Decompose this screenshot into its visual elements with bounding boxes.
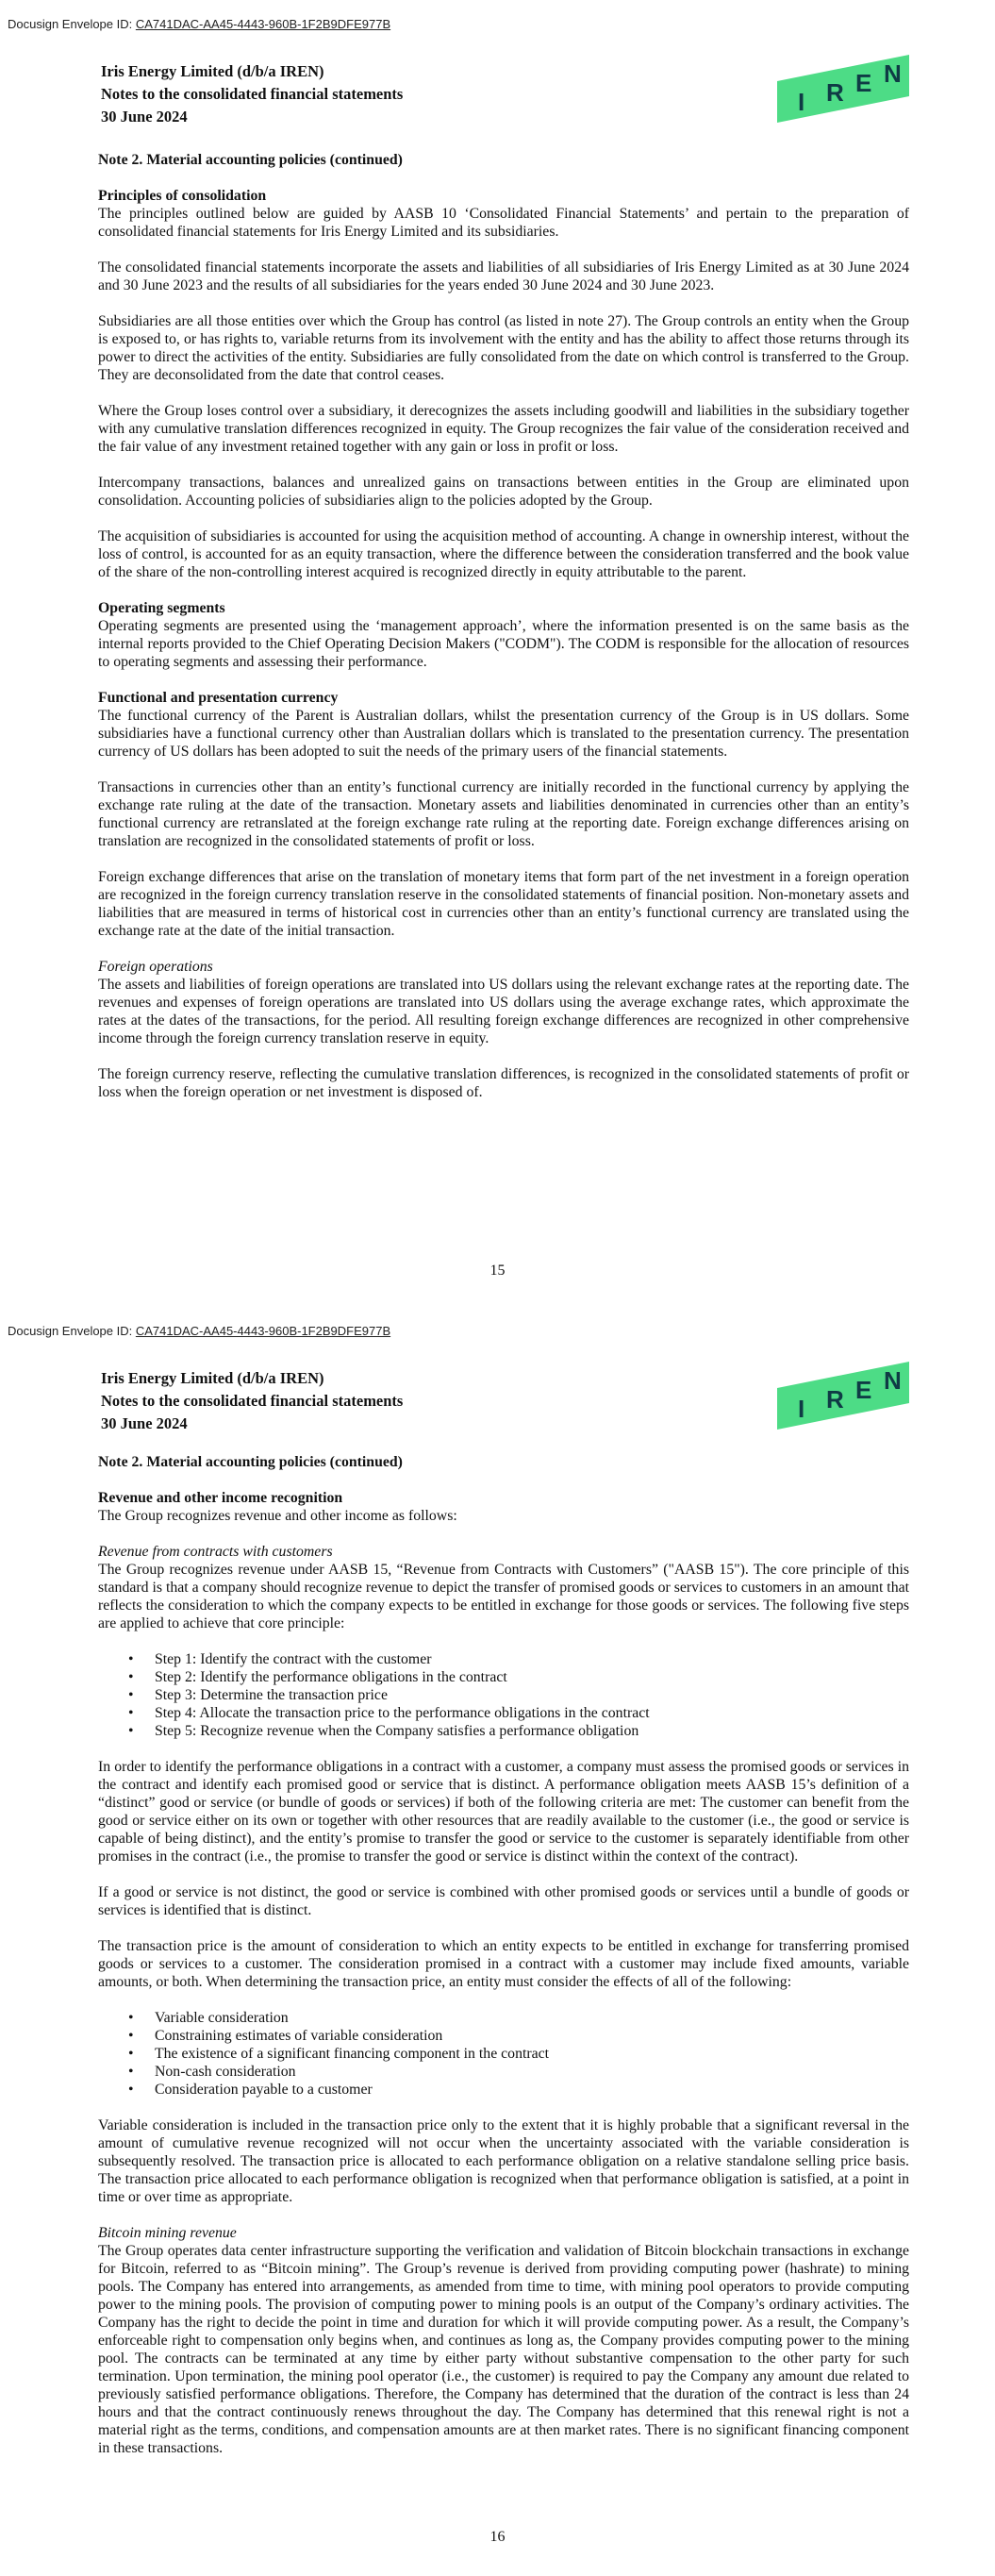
note-title: Note 2. Material accounting policies (continued): [98, 152, 403, 168]
logo-letter: I: [798, 88, 805, 116]
list-item: • Step 2: Identify the performance obligations in the contract: [155, 1668, 909, 1686]
list-item: • Consideration payable to a customer: [155, 2081, 909, 2099]
envelope-id-link[interactable]: CA741DAC-AA45-4443-960B-1F2B9DFE977B: [135, 17, 391, 31]
paragraph: Foreign exchange differences that arise on the translation of monetary items that form part of the net investment in a foreign operation are recognized in the foreign currency translation reserve in the consolidated statements of financial position. Non-monetary assets and liabilities that are measured in terms of historical cost in currencies other than an entity’s functional currency are translated using the exchange rate at the date of the initial transaction.: [98, 869, 909, 939]
paragraph: Subsidiaries are all those entities over which the Group has control (as listed in note 27). The Group controls an entity when the Group is exposed to, or has rights to, variable returns from its involvement with the entity and has the ability to affect those returns through its power to direct the activities of the entity. Subsidiaries are fully consolidated from the date on which control is transferred to the Group. They are deconsolidated from the date that control ceases.: [98, 313, 909, 383]
logo-letter: E: [855, 69, 872, 97]
paragraph: Transactions in currencies other than an entity’s functional currency are initially recorded in the functional currency by applying the exchange rate ruling at the date of the transaction. Monetary assets and liabilities denominated in currencies other than an entity’s functional currency are retranslated at the foreign exchange rate ruling at the reporting date. Foreign exchange differences arising on translation are recognized in the consolidated statements of profit or loss.: [98, 779, 909, 849]
subsection-heading: Bitcoin mining revenue: [98, 2225, 237, 2241]
subsection-heading: Foreign operations: [98, 959, 213, 975]
paragraph: Operating segments are presented using the ‘management approach’, where the information presented is on the same basis as the internal reports provided to the Chief Operating Decision Makers ("CODM"). The CODM is responsible for the allocation of resources to operating segments and assessing their performance.: [98, 618, 909, 670]
logo-letter: I: [798, 1395, 805, 1423]
iren-logo: [777, 55, 909, 123]
list-item: • Step 4: Allocate the transaction price to the performance obligations in the contract: [155, 1704, 909, 1722]
logo-letter: R: [826, 1385, 844, 1413]
document-header: [101, 60, 403, 128]
logo-letter: R: [826, 78, 844, 107]
logo-letter: N: [884, 1366, 902, 1395]
list-item: • Constraining estimates of variable consideration: [155, 2027, 909, 2045]
paragraph: If a good or service is not distinct, the good or service is combined with other promised goods or services until a bundle of goods or services is identified that is distinct.: [98, 1884, 909, 1918]
document-header: [101, 1367, 403, 1435]
paragraph: The foreign currency reserve, reflecting the cumulative translation differences, is recognized in the consolidated statements of profit or loss when the foreign operation or net investment is disposed of.: [98, 1066, 909, 1100]
envelope-id-link[interactable]: CA741DAC-AA45-4443-960B-1F2B9DFE977B: [135, 1324, 391, 1338]
list-item: • Step 3: Determine the transaction price: [155, 1686, 909, 1704]
paragraph: In order to identify the performance obligations in a contract with a customer, a company must assess the promised goods or services in the contract and identify each promised good or service that is distinct. A performance obligation meets AASB 15’s definition of a “distinct” good or service (or bundle of goods or services) if both of the following criteria are met: The customer can benefit from the good or service either on its own or together with other resources that are readily available to the customer (i.e., the good or service is capable of being distinct), and the entity’s promise to transfer the good or service to the customer is separately identifiable from other promises in the contract (i.e., the promise to transfer the good or service is distinct within the context of the contract).: [98, 1759, 909, 1865]
paragraph: The assets and liabilities of foreign operations are translated into US dollars using the relevant exchange rates at the reporting date. The revenues and expenses of foreign operations are translated into US dollars using the average exchange rates, which approximate the rates at the dates of the transactions, for the period. All resulting foreign exchange differences are recognized in other comprehensive income through the foreign currency translation reserve in equity.: [98, 977, 909, 1046]
paragraph: The acquisition of subsidiaries is accounted for using the acquisition method of accounting. A change in ownership interest, without the loss of control, is accounted for as an equity transaction, where the difference between the consideration transferred and the book value of the share of the non-controlling interest acquired is recognized directly in equity attributable to the parent.: [98, 528, 909, 580]
header-subtitle: Notes to the consolidated financial statements: [101, 85, 404, 103]
header-subtitle: Notes to the consolidated financial statements: [101, 1392, 404, 1410]
header-date: 30 June 2024: [101, 108, 188, 125]
note-title: Note 2. Material accounting policies (continued): [98, 1454, 403, 1470]
paragraph: The Group recognizes revenue and other income as follows:: [98, 1508, 457, 1524]
section-heading: Operating segments: [98, 600, 225, 616]
subsection-heading: Revenue from contracts with customers: [98, 1544, 333, 1560]
list-item: • Step 5: Recognize revenue when the Company satisfies a performance obligation: [155, 1722, 909, 1740]
paragraph: Variable consideration is included in the transaction price only to the extent that it is highly probable that a significant reversal in the amount of cumulative revenue recognized will not occur when the uncertainty associated with the variable consideration is subsequently resolved. The transaction price is allocated to each performance obligation on a relative standalone selling price basis. The transaction price allocated to each performance obligation is recognized when that performance obligation is satisfied, at a point in time or over time as appropriate.: [98, 2117, 909, 2205]
iren-logo: [777, 1362, 909, 1430]
company-name: Iris Energy Limited (d/b/a IREN): [101, 1369, 324, 1387]
paragraph: The consolidated financial statements incorporate the assets and liabilities of all subsidiaries of Iris Energy Limited as at 30 June 2024 and 30 June 2023 and the results of all subsidiaries for the years ended 30 June 2024 and 30 June 2023.: [98, 259, 909, 293]
consideration-list: [98, 2009, 909, 2099]
header-date: 30 June 2024: [101, 1414, 188, 1432]
paragraph: The Group operates data center infrastructure supporting the verification and validation of Bitcoin blockchain transactions in exchange for Bitcoin, referred to as “Bitcoin mining”. The Group’s revenue is derived from providing computing power (hashrate) to mining pools. The Company has entered into arrangements, as amended from time to time, with mining pool operators to provide computing power to the mining pools. The provision of computing power to mining pools is an output of the Company’s ordinary activities. The Company has the right to decide the point in time and duration for which it will provide computing power. As a result, the Company’s enforceable right to compensation only begins when, and continues as long as, the Company provides computing power to the mining pool. The contracts can be terminated at any time by either party without substantive compensation to the other party for such termination. Upon termination, the mining pool operator (i.e., the customer) is required to pay the Company any amount due related to previously satisfied performance obligations. Therefore, the Company has determined that the duration of the contract is less than 24 hours and that the contract continuously renews throughout the day. The Company has determined that this renewal right is not a material right as the terms, conditions, and compensation amounts are at then market rates. There is no significant financing component in these transactions.: [98, 2243, 909, 2456]
list-item: • Step 1: Identify the contract with the customer: [155, 1650, 909, 1668]
docusign-envelope-id: Docusign Envelope ID: CA741DAC-AA45-4443-960B-1F2B9DFE977B: [8, 1324, 391, 1338]
list-item: • Variable consideration: [155, 2009, 909, 2027]
page-body: [98, 1453, 909, 2475]
five-steps-list: [98, 1650, 909, 1740]
company-name: Iris Energy Limited (d/b/a IREN): [101, 62, 324, 80]
page-number: 15: [489, 1263, 506, 1279]
section-heading: Revenue and other income recognition: [98, 1490, 343, 1506]
paragraph: The Group recognizes revenue under AASB 15, “Revenue from Contracts with Customers” ("AASB 15"). The core principle of this standard is that a company should recognize revenue to depict the transfer of promised goods or services to customers in an amount that reflects the consideration to which the company expects to be entitled in exchange for those goods or services. The following five steps are applied to achieve that core principle:: [98, 1562, 909, 1631]
page-body: [98, 151, 909, 1119]
paragraph: The functional currency of the Parent is Australian dollars, whilst the presentation currency of the Group is in US dollars. Some subsidiaries have a functional currency other than Australian dollars which is translated to the presentation currency. The presentation currency of US dollars has been adopted to suit the needs of the primary users of the financial statements.: [98, 708, 909, 760]
page-16: [0, 1307, 995, 2576]
docusign-envelope-id: Docusign Envelope ID: CA741DAC-AA45-4443-960B-1F2B9DFE977B: [8, 17, 391, 31]
logo-letter: N: [884, 59, 902, 88]
logo-letter: E: [855, 1376, 872, 1404]
paragraph: The principles outlined below are guided by AASB 10 ‘Consolidated Financial Statements’ and pertain to the preparation of consolidated financial statements for Iris Energy Limited and its subsidiaries.: [98, 206, 909, 240]
section-heading: Functional and presentation currency: [98, 690, 339, 706]
list-item: • Non-cash consideration: [155, 2063, 909, 2081]
list-item: • The existence of a significant financing component in the contract: [155, 2045, 909, 2063]
paragraph: Where the Group loses control over a subsidiary, it derecognizes the assets including goodwill and liabilities in the subsidiary together with any cumulative translation differences recognized in equity. The Group recognizes the fair value of the consideration received and the fair value of any investment retained together with any gain or loss in profit or loss.: [98, 403, 909, 455]
section-heading: Principles of consolidation: [98, 188, 267, 204]
paragraph: Intercompany transactions, balances and unrealized gains on transactions between entities in the Group are eliminated upon consolidation. Accounting policies of subsidiaries align to the policies adopted by the Group.: [98, 475, 909, 509]
paragraph: The transaction price is the amount of consideration to which an entity expects to be entitled in exchange for transferring promised goods or services to a customer. The consideration promised in a contract with a customer may include fixed amounts, variable amounts, or both. When determining the transaction price, an entity must consider the effects of all of the following:: [98, 1938, 909, 1990]
page-number: 16: [489, 2529, 506, 2545]
